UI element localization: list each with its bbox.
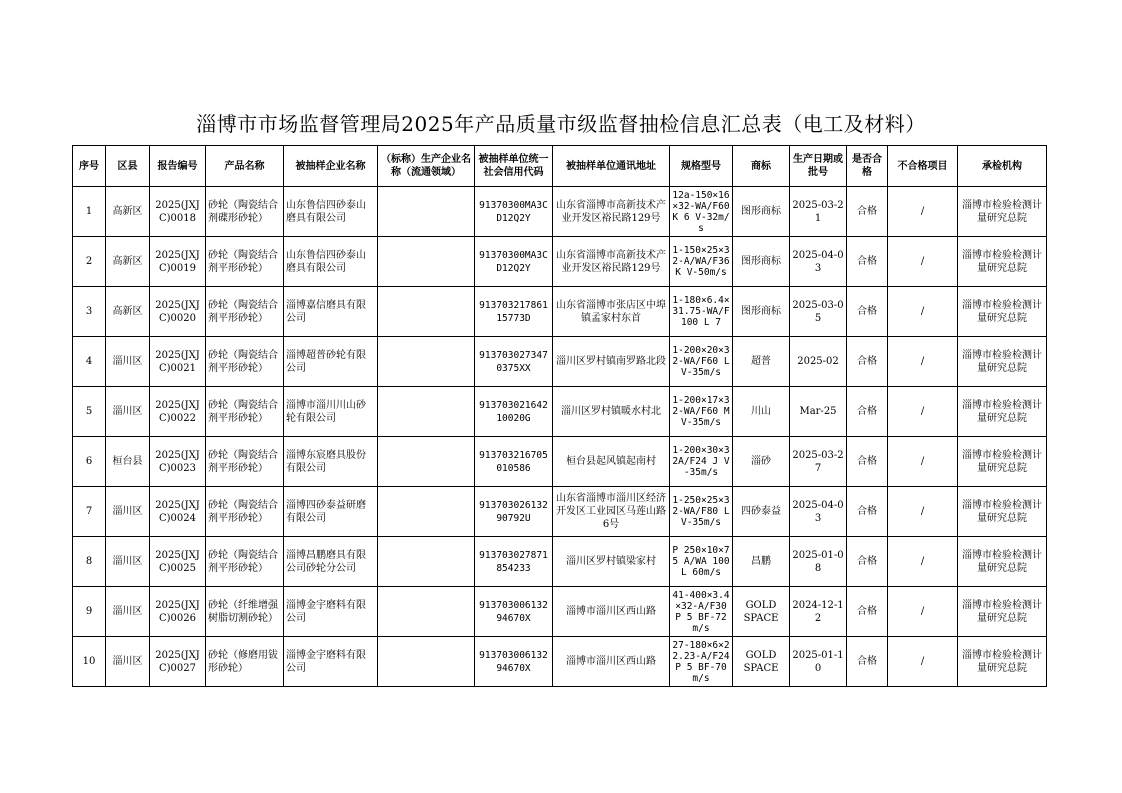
table-row (73, 587, 1047, 637)
cell-qualified: 合格 (847, 237, 888, 287)
cell-report: 2025(JXJC)0022 (150, 387, 206, 437)
cell-company: 淄博四砂泰益研磨有限公司 (284, 487, 378, 537)
cell-brand: 淄砂 (733, 437, 790, 487)
cell-date: 2025-03-21 (790, 187, 847, 237)
cell-failed: / (888, 187, 958, 237)
cell-credit: 91370300MA3CD12Q2Y (475, 187, 553, 237)
cell-failed: / (888, 337, 958, 387)
col-brand-header: 商标 (733, 146, 790, 187)
table-row (73, 487, 1047, 537)
header-row (73, 146, 1047, 187)
cell-brand: 川山 (733, 387, 790, 437)
cell-report: 2025(JXJC)0023 (150, 437, 206, 487)
cell-producer (378, 587, 475, 637)
cell-address: 淄川区罗村镇梁家村 (553, 537, 670, 587)
cell-district: 淄川区 (106, 637, 150, 687)
cell-company: 山东鲁信四砂泰山磨具有限公司 (284, 187, 378, 237)
cell-producer (378, 487, 475, 537)
page-title: 淄博市市场监督管理局2025年产品质量市级监督抽检信息汇总表（电工及材料） (196, 112, 926, 136)
cell-lab: 淄博市检验检测计量研究总院 (958, 337, 1047, 387)
cell-address: 山东省淄博市高新技术产业开发区裕民路129号 (553, 187, 670, 237)
cell-district: 淄川区 (106, 487, 150, 537)
table-row (73, 437, 1047, 487)
table-row (73, 287, 1047, 337)
cell-date: 2024-12-12 (790, 587, 847, 637)
cell-brand: 四砂泰益 (733, 487, 790, 537)
cell-district: 桓台县 (106, 437, 150, 487)
cell-company: 淄博嘉信磨具有限公司 (284, 287, 378, 337)
cell-failed: / (888, 287, 958, 337)
cell-credit: 9137030273470375XX (475, 337, 553, 387)
col-lab-header: 承检机构 (958, 146, 1047, 187)
cell-credit: 913703216705010586 (475, 437, 553, 487)
cell-company: 淄博金宇磨料有限公司 (284, 587, 378, 637)
cell-producer (378, 287, 475, 337)
table-body (73, 187, 1047, 687)
cell-address: 淄博市淄川区西山路 (553, 637, 670, 687)
cell-failed: / (888, 387, 958, 437)
cell-spec: 27-180×6×22.23-A/F24 P 5 BF-70m/s (670, 637, 733, 687)
cell-address: 淄博市淄川区西山路 (553, 587, 670, 637)
cell-company: 淄博昌鹏磨具有限公司砂轮分公司 (284, 537, 378, 587)
cell-no: 3 (73, 287, 106, 337)
cell-producer (378, 537, 475, 587)
cell-product: 砂轮（陶瓷结合剂平形砂轮） (206, 537, 284, 587)
col-product-header: 产品名称 (206, 146, 284, 187)
cell-company: 淄博金宇磨料有限公司 (284, 637, 378, 687)
cell-credit: 91370300613294670X (475, 587, 553, 637)
cell-brand: GOLD SPACE (733, 637, 790, 687)
table-row (73, 637, 1047, 687)
cell-spec: 1-150×25×32-A/WA/F36 K V-50m/s (670, 237, 733, 287)
cell-address: 山东省淄博市淄川区经济开发区工业园区马莲山路6号 (553, 487, 670, 537)
cell-report: 2025(JXJC)0024 (150, 487, 206, 537)
cell-brand: 超普 (733, 337, 790, 387)
cell-credit: 913703027871854233 (475, 537, 553, 587)
cell-failed: / (888, 437, 958, 487)
cell-district: 高新区 (106, 287, 150, 337)
cell-no: 6 (73, 437, 106, 487)
cell-lab: 淄博市检验检测计量研究总院 (958, 237, 1047, 287)
cell-lab: 淄博市检验检测计量研究总院 (958, 437, 1047, 487)
cell-product: 砂轮（纤维增强树脂切割砂轮） (206, 587, 284, 637)
cell-credit: 91370302613290792U (475, 487, 553, 537)
cell-lab: 淄博市检验检测计量研究总院 (958, 287, 1047, 337)
cell-lab: 淄博市检验检测计量研究总院 (958, 537, 1047, 587)
cell-district: 淄川区 (106, 537, 150, 587)
cell-failed: / (888, 537, 958, 587)
cell-district: 淄川区 (106, 587, 150, 637)
col-producer-header: （标称）生产企业名称（流通领域） (378, 146, 475, 187)
cell-date: 2025-03-27 (790, 437, 847, 487)
table-row (73, 387, 1047, 437)
cell-lab: 淄博市检验检测计量研究总院 (958, 187, 1047, 237)
col-company-header: 被抽样企业名称 (284, 146, 378, 187)
cell-district: 淄川区 (106, 387, 150, 437)
cell-no: 10 (73, 637, 106, 687)
cell-qualified: 合格 (847, 637, 888, 687)
cell-spec: 12a-150×16×32-WA/F60 K 6 V-32m/s (670, 187, 733, 237)
cell-brand: 图形商标 (733, 237, 790, 287)
cell-spec: 1-200×17×32-WA/F60 M V-35m/s (670, 387, 733, 437)
cell-lab: 淄博市检验检测计量研究总院 (958, 587, 1047, 637)
col-no-header: 序号 (73, 146, 106, 187)
cell-report: 2025(JXJC)0026 (150, 587, 206, 637)
inspection-table (72, 145, 1047, 687)
cell-qualified: 合格 (847, 187, 888, 237)
col-date-header: 生产日期或批号 (790, 146, 847, 187)
cell-no: 8 (73, 537, 106, 587)
cell-date: 2025-01-10 (790, 637, 847, 687)
cell-product: 砂轮（陶瓷结合剂平形砂轮） (206, 387, 284, 437)
cell-no: 5 (73, 387, 106, 437)
cell-product: 砂轮（陶瓷结合剂碟形砂轮） (206, 187, 284, 237)
cell-qualified: 合格 (847, 437, 888, 487)
cell-address: 山东省淄博市高新技术产业开发区裕民路129号 (553, 237, 670, 287)
cell-date: 2025-03-05 (790, 287, 847, 337)
cell-report: 2025(JXJC)0018 (150, 187, 206, 237)
cell-district: 高新区 (106, 187, 150, 237)
cell-spec: 1-200×20×32-WA/F60 L V-35m/s (670, 337, 733, 387)
cell-address: 桓台县起风镇起南村 (553, 437, 670, 487)
cell-qualified: 合格 (847, 587, 888, 637)
cell-producer (378, 437, 475, 487)
cell-company: 淄博市淄川川山砂轮有限公司 (284, 387, 378, 437)
cell-spec: 41-400×3.4×32-A/F30 P 5 BF-72m/s (670, 587, 733, 637)
cell-product: 砂轮（修磨用钹形砂轮） (206, 637, 284, 687)
table-row (73, 337, 1047, 387)
cell-qualified: 合格 (847, 387, 888, 437)
cell-brand: 图形商标 (733, 287, 790, 337)
cell-producer (378, 637, 475, 687)
cell-spec: 1-180×6.4×31.75-WA/F100 L 7 (670, 287, 733, 337)
cell-spec: 1-200×30×32A/F24 J V-35m/s (670, 437, 733, 487)
cell-credit: 91370302164210020G (475, 387, 553, 437)
cell-date: 2025-04-03 (790, 487, 847, 537)
cell-lab: 淄博市检验检测计量研究总院 (958, 487, 1047, 537)
cell-failed: / (888, 587, 958, 637)
cell-producer (378, 237, 475, 287)
cell-credit: 91370321786115773D (475, 287, 553, 337)
cell-lab: 淄博市检验检测计量研究总院 (958, 637, 1047, 687)
cell-product: 砂轮（陶瓷结合剂平形砂轮） (206, 237, 284, 287)
cell-date: 2025-02 (790, 337, 847, 387)
cell-no: 4 (73, 337, 106, 387)
col-failed-header: 不合格项目 (888, 146, 958, 187)
cell-failed: / (888, 237, 958, 287)
cell-lab: 淄博市检验检测计量研究总院 (958, 387, 1047, 437)
cell-producer (378, 187, 475, 237)
cell-district: 高新区 (106, 237, 150, 287)
cell-no: 7 (73, 487, 106, 537)
cell-date: Mar-25 (790, 387, 847, 437)
table-row (73, 187, 1047, 237)
col-district-header: 区县 (106, 146, 150, 187)
col-qualified-header: 是否合格 (847, 146, 888, 187)
cell-report: 2025(JXJC)0019 (150, 237, 206, 287)
cell-producer (378, 337, 475, 387)
cell-product: 砂轮（陶瓷结合剂平形砂轮） (206, 337, 284, 387)
col-credit-header: 被抽样单位统一社会信用代码 (475, 146, 553, 187)
cell-no: 9 (73, 587, 106, 637)
cell-qualified: 合格 (847, 337, 888, 387)
cell-product: 砂轮（陶瓷结合剂平形砂轮） (206, 287, 284, 337)
col-spec-header: 规格型号 (670, 146, 733, 187)
cell-report: 2025(JXJC)0020 (150, 287, 206, 337)
cell-report: 2025(JXJC)0027 (150, 637, 206, 687)
cell-credit: 91370300MA3CD12Q2Y (475, 237, 553, 287)
cell-no: 1 (73, 187, 106, 237)
cell-credit: 91370300613294670X (475, 637, 553, 687)
cell-company: 淄博东宸磨具股份有限公司 (284, 437, 378, 487)
cell-report: 2025(JXJC)0025 (150, 537, 206, 587)
cell-address: 淄川区罗村镇暖水村北 (553, 387, 670, 437)
cell-spec: P 250×10×75 A/WA 100 L 60m/s (670, 537, 733, 587)
cell-failed: / (888, 637, 958, 687)
cell-failed: / (888, 487, 958, 537)
cell-district: 淄川区 (106, 337, 150, 387)
cell-company: 淄博超普砂轮有限公司 (284, 337, 378, 387)
table-row (73, 237, 1047, 287)
cell-brand: 昌鹏 (733, 537, 790, 587)
cell-qualified: 合格 (847, 287, 888, 337)
cell-spec: 1-250×25×32-WA/F80 L V-35m/s (670, 487, 733, 537)
cell-qualified: 合格 (847, 487, 888, 537)
cell-product: 砂轮（陶瓷结合剂平形砂轮） (206, 437, 284, 487)
col-report-header: 报告编号 (150, 146, 206, 187)
cell-brand: GOLD SPACE (733, 587, 790, 637)
cell-no: 2 (73, 237, 106, 287)
cell-brand: 图形商标 (733, 187, 790, 237)
cell-address: 淄川区罗村镇南罗路北段 (553, 337, 670, 387)
col-address-header: 被抽样单位通讯地址 (553, 146, 670, 187)
cell-qualified: 合格 (847, 537, 888, 587)
table-row (73, 537, 1047, 587)
cell-date: 2025-04-03 (790, 237, 847, 287)
cell-report: 2025(JXJC)0021 (150, 337, 206, 387)
cell-date: 2025-01-08 (790, 537, 847, 587)
cell-company: 山东鲁信四砂泰山磨具有限公司 (284, 237, 378, 287)
cell-product: 砂轮（陶瓷结合剂平形砂轮） (206, 487, 284, 537)
cell-producer (378, 387, 475, 437)
cell-address: 山东省淄博市张店区中埠镇孟家村东首 (553, 287, 670, 337)
